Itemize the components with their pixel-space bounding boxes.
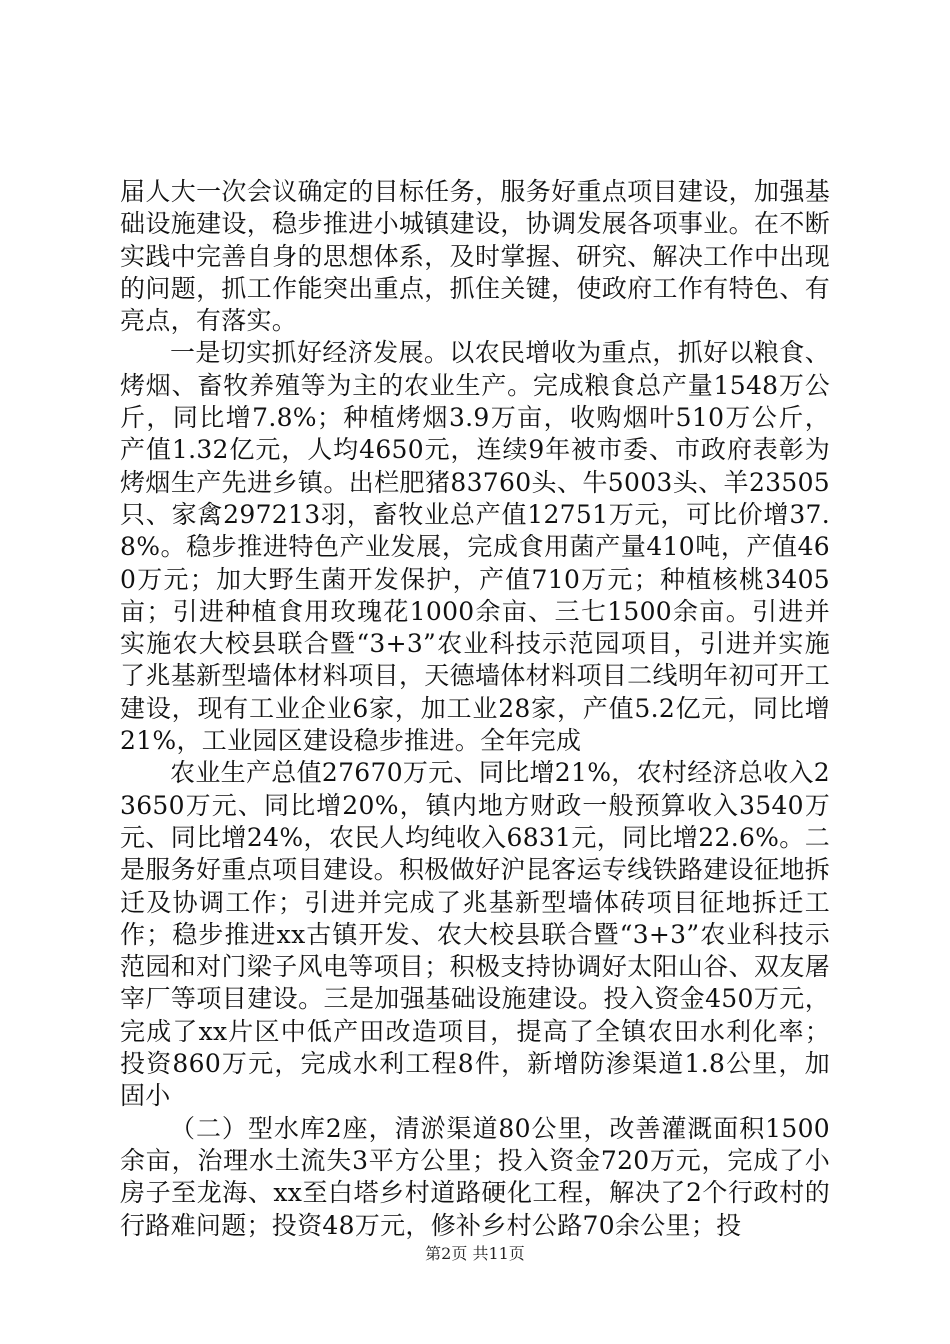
paragraph-3: 农业生产总值27670万元、同比增21%，农村经济总收入23650万元、同比增20%，镇内地方财政一般预算收入3540万元、同比增24%，农民人均纯收入6831元，同比增22.6%。二是服务好重点项目建设。积极做好沪昆客运专线铁路建设征地拆迁及协调工作；引进并完成了兆基新型墙体砖项目征地拆迁工作；稳步推进xx古镇开发、农大校县联合暨“3+3”农业科技示范园和对门梁子风电等项目；积极支持协调好太阳山谷、双友屠宰厂等项目建设。三是加强基础设施建设。投入资金450万元，完成了xx片区中低产田改造项目，提高了全镇农田水利化率；投资860万元，完成水利工程8件，新增防渗渠道1.8公里，加固小 (120, 758, 830, 1111)
paragraph-4: （二）型水库2座，清淤渠道80公里，改善灌溉面积1500余亩，治理水土流失3平方公里；投入资金720万元，完成了小房子至龙海、xx至白塔乡村道路硬化工程，解决了2个行政村的行路难问题；投资48万元，修补乡村公路70余公里；投 (120, 1113, 830, 1240)
document-body (120, 176, 830, 1242)
page-footer: 第2页 共11页 (425, 1244, 525, 1263)
paragraph-1: 届人大一次会议确定的目标任务，服务好重点项目建设，加强基础设施建设，稳步推进小城镇建设，协调发展各项事业。在不断实践中完善自身的思想体系，及时掌握、研究、解决工作中出现的问题，抓工作能突出重点，抓住关键，使政府工作有特色、有亮点，有落实。 (120, 177, 830, 336)
paragraph-2: 一是切实抓好经济发展。以农民增收为重点，抓好以粮食、烤烟、畜牧养殖等为主的农业生产。完成粮食总产量1548万公斤，同比增7.8%；种植烤烟3.9万亩，收购烟叶510万公斤，产值1.32亿元，人均4650元，连续9年被市委、市政府表彰为烤烟生产先进乡镇。出栏肥猪83760头、牛5003头、羊23505只、家禽297213羽，畜牧业总产值12751万元，可比价增37.8%。稳步推进特色产业发展，完成食用菌产量410吨，产值460万元；加大野生菌开发保护，产值710万元；种植核桃3405亩；引进种植食用玫瑰花1000余亩、三七1500余亩。引进并实施农大校县联合暨“3+3”农业科技示范园项目，引进并实施了兆基新型墙体材料项目，天德墙体材料项目二线明年初可开工建设，现有工业企业6家，加工业28家，产值5.2亿元，同比增21%，工业园区建设稳步推进。全年完成 (120, 338, 830, 756)
